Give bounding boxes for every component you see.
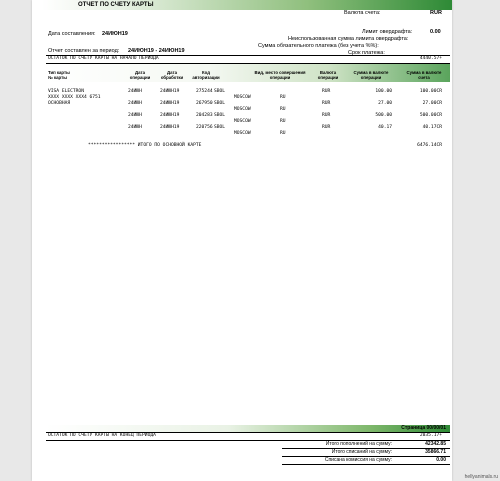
total-withdrawals-value: 35866.71 [425, 449, 446, 455]
col-currency: Валюта операции [317, 70, 339, 80]
watermark: hellyanimals.ru [464, 474, 498, 480]
op-currency: RUR [322, 101, 331, 106]
op-place: MOSCOW [234, 119, 251, 124]
date-label: Дата составления: [48, 31, 96, 37]
op-country: RU [280, 119, 286, 124]
op-place: MOSCOW [234, 107, 251, 112]
op-currency: RUR [322, 125, 331, 130]
op-desc: SBOL [214, 125, 226, 130]
col-op-date: Дата операции [129, 70, 151, 80]
overdraft-label: Лимит овердрафта: [362, 29, 413, 35]
card-number: XXXX XXXX XXX4 6751 [48, 95, 101, 100]
proc-date: 24ИЮН19 [160, 89, 180, 94]
op-place: MOSCOW [234, 95, 251, 100]
op-date: 24ИЮН [128, 113, 142, 118]
op-date: 24ИЮН [128, 89, 142, 94]
total-deposits-value: 42342.85 [425, 441, 446, 447]
closing-balance-label: ОСТАТОК ПО СЧЕТУ КАРТЫ НА КОНЕЦ ПЕРИОДА [48, 433, 156, 438]
op-date: 24ИЮН [128, 101, 142, 106]
page-bar [46, 425, 450, 432]
opening-balance-label: ОСТАТОК ПО СЧЕТУ КАРТЫ НА НАЧАЛО ПЕРИОДА [48, 56, 159, 61]
closing-balance-value: 2035.17+ [419, 433, 442, 438]
currency-label: Валюта счета: [344, 10, 381, 16]
auth-code: 267950 [196, 101, 213, 106]
currency-value: RUR [430, 10, 442, 16]
op-place: MOSCOW [234, 131, 251, 136]
due-date-label: Срок платежа: [348, 50, 385, 56]
col-acct-amount: Сумма в валюте счета [406, 70, 442, 80]
col-amount: Сумма в валюте операции [353, 70, 389, 80]
overdraft-value: 0.00 [430, 29, 441, 35]
total-deposits-label: Итого пополнений на сумму: [325, 441, 392, 447]
total-fees-value: 0.00 [436, 457, 446, 463]
op-date: 24ИЮН [128, 125, 142, 130]
op-currency: RUR [322, 113, 331, 118]
acct-amount: 500.00CR [419, 113, 442, 118]
total-withdrawals-label: Итого списаний на сумму: [331, 449, 392, 455]
auth-code: 220756 [196, 125, 213, 130]
col-auth: Код авторизации [192, 70, 220, 80]
page-number: Страница 00/00/01 [401, 425, 446, 431]
opening-balance-value: 4440.57+ [419, 56, 442, 61]
divider [282, 464, 450, 465]
op-country: RU [280, 107, 286, 112]
op-desc: SBOL [214, 101, 226, 106]
proc-date: 24ИЮН19 [160, 113, 180, 118]
main-card-total-label: ***************** ИТОГО ПО ОСНОВНОЙ КАРТЕ [88, 143, 202, 148]
acct-amount: 27.00CR [422, 101, 442, 106]
acct-amount: 100.00CR [419, 89, 442, 94]
main-card-total-value: 6476.14CR [417, 143, 442, 148]
op-currency: RUR [322, 89, 331, 94]
total-fees-label: Списана комиссия на сумму: [324, 457, 392, 463]
report-title: ОТЧЕТ ПО СЧЕТУ КАРТЫ [78, 2, 154, 8]
auth-code: 275244 [196, 89, 213, 94]
col-desc: Вид, место совершения операции [254, 70, 306, 80]
col-card: Тип карты № карты [48, 70, 70, 80]
proc-date: 24ИЮН19 [160, 101, 180, 106]
op-amount: 100.00 [375, 89, 392, 94]
op-amount: 40.17 [378, 125, 392, 130]
unused-overdraft-label: Неиспользованная сумма лимита овердрафта: [288, 36, 409, 42]
card-type: VISA ELECTRON [48, 89, 84, 94]
op-desc: SBOL [214, 89, 226, 94]
auth-code: 204283 [196, 113, 213, 118]
acct-amount: 40.17CR [422, 125, 442, 130]
table-header [46, 64, 450, 82]
col-proc-date: Дата обработки [160, 70, 184, 80]
proc-date: 24ИЮН19 [160, 125, 180, 130]
op-desc: SBOL [214, 113, 226, 118]
op-country: RU [280, 131, 286, 136]
op-amount: 27.00 [378, 101, 392, 106]
op-country: RU [280, 95, 286, 100]
min-payment-label: Сумма обязательного платежа (без учета %%): [258, 43, 379, 49]
statement-page [32, 0, 452, 481]
period-label: Отчет составлен за период: [48, 48, 120, 54]
op-amount: 500.00 [375, 113, 392, 118]
date-value: 24ИЮН19 [102, 31, 128, 37]
period-value: 24ИЮН19 - 24ИЮН19 [128, 48, 185, 54]
card-kind: ОСНОВНАЯ [48, 101, 71, 106]
